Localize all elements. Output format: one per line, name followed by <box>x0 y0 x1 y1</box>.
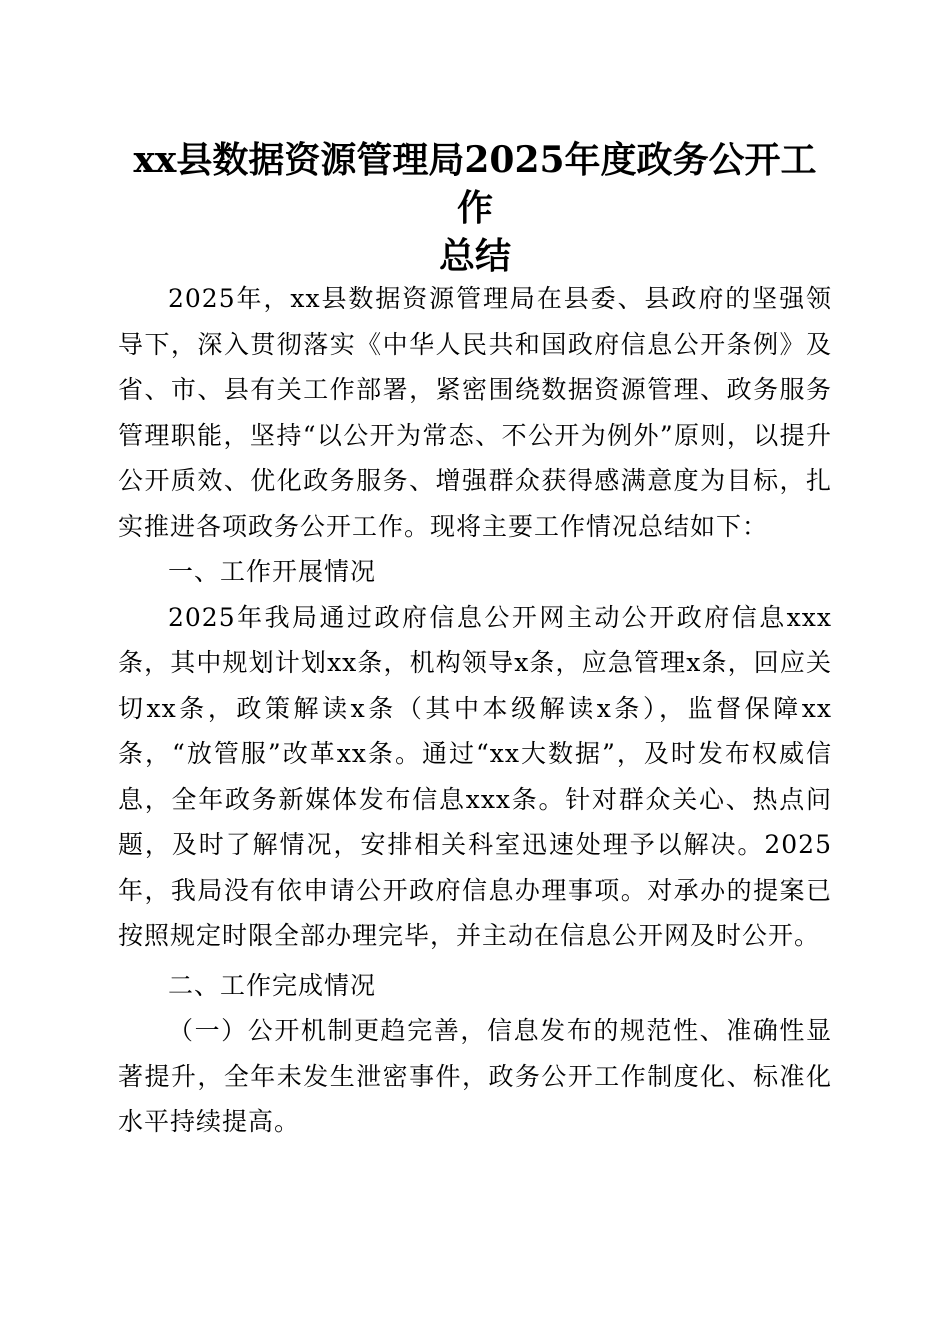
section-1-heading: 一、工作开展情况 <box>168 557 377 586</box>
document-body <box>118 276 832 1145</box>
title-line-1: xx县数据资源管理局2025年度政务公开工作 <box>133 139 817 229</box>
document-title <box>118 136 832 280</box>
title-line-2: 总结 <box>438 235 511 277</box>
intro-paragraph: 2025年，xx县数据资源管理局在县委、县政府的坚强领导下，深入贯彻落实《中华人民共和国政府信息公开条例》及省、市、县有关工作部署，紧密围绕数据资源管理、政务服务管理职能，坚持“以公开为常态、不公开为例外”原则，以提升公开质效、优化政务服务、增强群众获得感满意度为目标，扎实推进各项政务公开工作。现将主要工作情况总结如下： <box>118 284 832 541</box>
section-1-paragraph: 2025年我局通过政府信息公开网主动公开政府信息xxx条，其中规划计划xx条，机构领导x条，应急管理x条，回应关切xx条，政策解读x条（其中本级解读x条），监督保障xx条，“放管服”改革xx条。通过“xx大数据”，及时发布权威信息，全年政务新媒体发布信息xxx条。针对群众关心、热点问题，及时了解情况，安排相关科室迅速处理予以解决。2025年，我局没有依申请公开政府信息办理事项。对承办的提案已按照规定时限全部办理完毕，并主动在信息公开网及时公开。 <box>118 602 832 950</box>
section-2-heading: 二、工作完成情况 <box>168 970 377 1000</box>
section-2-item-1: （一）公开机制更趋完善，信息发布的规范性、准确性显著提升，全年未发生泄密事件，政务公开工作制度化、标准化水平持续提高。 <box>118 1016 832 1136</box>
